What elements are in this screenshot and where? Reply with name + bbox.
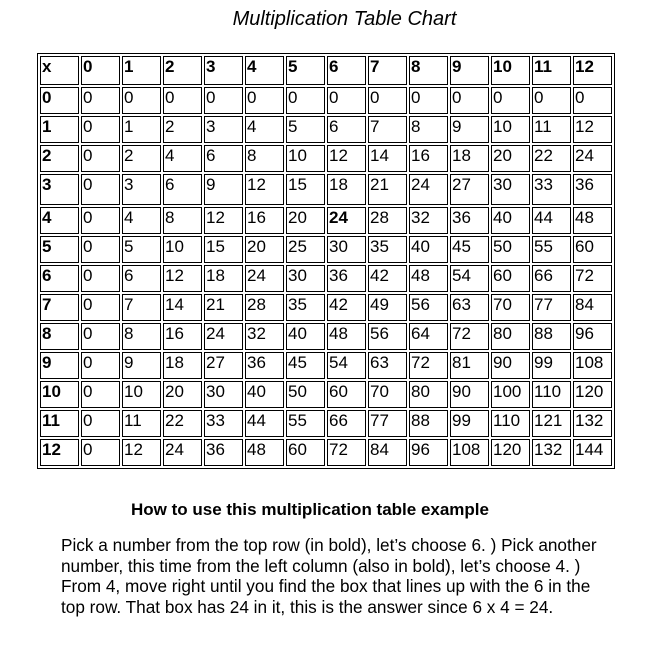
column-header-cell: 5 xyxy=(286,56,325,85)
table-cell: 35 xyxy=(286,294,325,321)
table-cell: 54 xyxy=(327,352,366,379)
table-cell: 10 xyxy=(122,381,161,408)
table-cell: 28 xyxy=(368,207,407,234)
table-cell: 15 xyxy=(286,174,325,205)
table-cell: 0 xyxy=(532,87,571,114)
table-cell: 99 xyxy=(450,410,489,437)
table-cell: 96 xyxy=(573,323,612,350)
table-cell: 4 xyxy=(122,207,161,234)
row-header-cell: 10 xyxy=(40,381,79,408)
table-cell: 0 xyxy=(81,174,120,205)
table-row xyxy=(40,410,612,437)
table-cell: 0 xyxy=(81,410,120,437)
table-cell: 33 xyxy=(532,174,571,205)
corner-cell: x xyxy=(40,56,79,85)
table-cell: 27 xyxy=(450,174,489,205)
table-cell: 18 xyxy=(163,352,202,379)
table-cell: 8 xyxy=(122,323,161,350)
table-cell: 0 xyxy=(81,207,120,234)
table-cell: 40 xyxy=(491,207,530,234)
table-cell: 0 xyxy=(81,116,120,143)
table-cell: 22 xyxy=(532,145,571,172)
table-cell: 2 xyxy=(122,145,161,172)
table-row xyxy=(40,381,612,408)
column-header-cell: 3 xyxy=(204,56,243,85)
howto-heading: How to use this multiplication table example xyxy=(130,500,489,519)
table-cell: 36 xyxy=(450,207,489,234)
table-row xyxy=(40,265,612,292)
table-cell: 24 xyxy=(204,323,243,350)
table-cell: 0 xyxy=(491,87,530,114)
table-cell: 60 xyxy=(491,265,530,292)
table-cell: 8 xyxy=(409,116,448,143)
column-header-cell: 12 xyxy=(573,56,612,85)
table-cell: 48 xyxy=(409,265,448,292)
table-cell: 132 xyxy=(573,410,612,437)
table-cell: 80 xyxy=(491,323,530,350)
table-cell: 0 xyxy=(163,87,202,114)
table-cell: 84 xyxy=(573,294,612,321)
table-cell: 12 xyxy=(163,265,202,292)
table-cell: 36 xyxy=(327,265,366,292)
table-cell: 54 xyxy=(450,265,489,292)
row-header-cell: 6 xyxy=(40,265,79,292)
table-cell: 6 xyxy=(327,116,366,143)
table-cell: 7 xyxy=(122,294,161,321)
table-cell: 72 xyxy=(409,352,448,379)
table-cell: 5 xyxy=(286,116,325,143)
table-cell: 11 xyxy=(532,116,571,143)
table-cell: 63 xyxy=(450,294,489,321)
row-header-cell: 7 xyxy=(40,294,79,321)
table-cell: 9 xyxy=(122,352,161,379)
table-cell: 6 xyxy=(122,265,161,292)
table-cell: 24 xyxy=(409,174,448,205)
column-header-cell: 0 xyxy=(81,56,120,85)
table-cell: 10 xyxy=(163,236,202,263)
table-cell: 99 xyxy=(532,352,571,379)
row-header-cell: 9 xyxy=(40,352,79,379)
table-cell: 108 xyxy=(450,439,489,466)
table-cell: 0 xyxy=(81,294,120,321)
table-cell: 110 xyxy=(491,410,530,437)
column-header-cell: 11 xyxy=(532,56,571,85)
table-cell: 72 xyxy=(573,265,612,292)
column-header-cell: 9 xyxy=(450,56,489,85)
table-cell: 0 xyxy=(81,439,120,466)
table-cell: 48 xyxy=(327,323,366,350)
table-cell: 0 xyxy=(450,87,489,114)
table-cell: 0 xyxy=(81,265,120,292)
table-cell: 55 xyxy=(532,236,571,263)
table-cell: 0 xyxy=(286,87,325,114)
multiplication-table xyxy=(37,53,615,469)
table-cell: 24 xyxy=(163,439,202,466)
table-cell: 33 xyxy=(204,410,243,437)
table-cell: 72 xyxy=(450,323,489,350)
table-cell: 21 xyxy=(204,294,243,321)
table-cell: 90 xyxy=(450,381,489,408)
table-cell: 0 xyxy=(81,236,120,263)
table-cell: 21 xyxy=(368,174,407,205)
table-cell: 8 xyxy=(245,145,284,172)
table-cell: 96 xyxy=(409,439,448,466)
table-cell: 20 xyxy=(245,236,284,263)
table-cell: 36 xyxy=(573,174,612,205)
table-cell: 16 xyxy=(409,145,448,172)
table-cell: 30 xyxy=(286,265,325,292)
table-cell: 60 xyxy=(286,439,325,466)
table-cell: 108 xyxy=(573,352,612,379)
table-cell: 36 xyxy=(245,352,284,379)
table-cell: 60 xyxy=(327,381,366,408)
table-cell: 32 xyxy=(245,323,284,350)
table-cell: 20 xyxy=(163,381,202,408)
table-cell: 42 xyxy=(327,294,366,321)
table-cell: 50 xyxy=(491,236,530,263)
table-cell: 18 xyxy=(450,145,489,172)
table-cell: 80 xyxy=(409,381,448,408)
table-cell: 49 xyxy=(368,294,407,321)
table-cell: 44 xyxy=(532,207,571,234)
table-cell: 12 xyxy=(204,207,243,234)
table-cell: 77 xyxy=(532,294,571,321)
table-cell: 20 xyxy=(491,145,530,172)
column-header-cell: 4 xyxy=(245,56,284,85)
table-cell: 12 xyxy=(573,116,612,143)
table-cell: 77 xyxy=(368,410,407,437)
table-cell: 25 xyxy=(286,236,325,263)
table-cell: 3 xyxy=(204,116,243,143)
table-cell: 132 xyxy=(532,439,571,466)
table-cell: 0 xyxy=(81,145,120,172)
table-cell: 22 xyxy=(163,410,202,437)
table-row xyxy=(40,294,612,321)
table-cell: 18 xyxy=(327,174,366,205)
row-header-cell: 1 xyxy=(40,116,79,143)
table-cell: 30 xyxy=(327,236,366,263)
table-cell: 10 xyxy=(286,145,325,172)
table-cell: 50 xyxy=(286,381,325,408)
page-title: Multiplication Table Chart xyxy=(232,8,457,30)
column-header-cell: 8 xyxy=(409,56,448,85)
table-cell: 6 xyxy=(204,145,243,172)
table-cell: 70 xyxy=(368,381,407,408)
table-cell: 4 xyxy=(245,116,284,143)
table-cell: 70 xyxy=(491,294,530,321)
table-cell: 32 xyxy=(409,207,448,234)
table-cell: 48 xyxy=(573,207,612,234)
row-header-cell: 8 xyxy=(40,323,79,350)
table-cell: 24 xyxy=(245,265,284,292)
table-cell: 12 xyxy=(327,145,366,172)
table-cell: 18 xyxy=(204,265,243,292)
table-cell: 0 xyxy=(122,87,161,114)
table-row xyxy=(40,236,612,263)
table-cell: 35 xyxy=(368,236,407,263)
table-cell: 7 xyxy=(368,116,407,143)
table-cell: 9 xyxy=(204,174,243,205)
table-cell: 45 xyxy=(286,352,325,379)
table-cell: 66 xyxy=(327,410,366,437)
table-cell: 40 xyxy=(286,323,325,350)
table-cell: 0 xyxy=(81,87,120,114)
table-cell: 40 xyxy=(409,236,448,263)
column-header-cell: 10 xyxy=(491,56,530,85)
column-header-cell: 1 xyxy=(122,56,161,85)
table-cell: 27 xyxy=(204,352,243,379)
multiplication-table-body xyxy=(40,56,612,466)
column-header-cell: 2 xyxy=(163,56,202,85)
table-cell: 11 xyxy=(122,410,161,437)
row-header-cell: 4 xyxy=(40,207,79,234)
row-header-cell: 0 xyxy=(40,87,79,114)
table-cell: 63 xyxy=(368,352,407,379)
row-header-cell: 3 xyxy=(40,174,79,205)
table-cell: 10 xyxy=(491,116,530,143)
table-cell: 9 xyxy=(450,116,489,143)
table-cell: 0 xyxy=(81,352,120,379)
table-cell: 30 xyxy=(204,381,243,408)
table-cell: 28 xyxy=(245,294,284,321)
table-row xyxy=(40,439,612,466)
table-row xyxy=(40,87,612,114)
table-row xyxy=(40,116,612,143)
table-cell: 64 xyxy=(409,323,448,350)
highlighted-answer-cell: 24 xyxy=(327,207,366,234)
table-cell: 14 xyxy=(163,294,202,321)
table-cell: 0 xyxy=(327,87,366,114)
table-cell: 90 xyxy=(491,352,530,379)
table-cell: 121 xyxy=(532,410,571,437)
table-cell: 0 xyxy=(409,87,448,114)
table-cell: 88 xyxy=(409,410,448,437)
row-header-cell: 11 xyxy=(40,410,79,437)
table-header-row xyxy=(40,56,612,85)
table-cell: 81 xyxy=(450,352,489,379)
table-cell: 56 xyxy=(368,323,407,350)
howto-paragraph: Pick a number from the top row (in bold), let’s choose 6. ) Pick another number, this time from the left column (also in bold), let’s choose 4. ) From 4, move right until you find the box that lines up with the 6 in the top row. That box has 24 in it, this is the answer since 6 x 4 = 24. xyxy=(61,535,597,617)
table-cell: 16 xyxy=(163,323,202,350)
table-cell: 120 xyxy=(573,381,612,408)
row-header-cell: 2 xyxy=(40,145,79,172)
table-cell: 44 xyxy=(245,410,284,437)
table-cell: 42 xyxy=(368,265,407,292)
table-cell: 66 xyxy=(532,265,571,292)
table-cell: 0 xyxy=(81,381,120,408)
table-cell: 5 xyxy=(122,236,161,263)
table-cell: 12 xyxy=(122,439,161,466)
table-cell: 15 xyxy=(204,236,243,263)
table-cell: 2 xyxy=(163,116,202,143)
row-header-cell: 5 xyxy=(40,236,79,263)
table-row xyxy=(40,323,612,350)
table-cell: 88 xyxy=(532,323,571,350)
table-cell: 6 xyxy=(163,174,202,205)
table-cell: 1 xyxy=(122,116,161,143)
table-cell: 16 xyxy=(245,207,284,234)
table-cell: 8 xyxy=(163,207,202,234)
column-header-cell: 7 xyxy=(368,56,407,85)
table-cell: 0 xyxy=(245,87,284,114)
table-cell: 24 xyxy=(573,145,612,172)
table-cell: 120 xyxy=(491,439,530,466)
table-cell: 55 xyxy=(286,410,325,437)
table-row xyxy=(40,352,612,379)
table-cell: 3 xyxy=(122,174,161,205)
table-cell: 84 xyxy=(368,439,407,466)
table-cell: 0 xyxy=(81,323,120,350)
table-cell: 72 xyxy=(327,439,366,466)
column-header-cell: 6 xyxy=(327,56,366,85)
table-cell: 45 xyxy=(450,236,489,263)
row-header-cell: 12 xyxy=(40,439,79,466)
table-cell: 0 xyxy=(368,87,407,114)
table-cell: 60 xyxy=(573,236,612,263)
table-row xyxy=(40,174,612,205)
table-cell: 48 xyxy=(245,439,284,466)
table-cell: 36 xyxy=(204,439,243,466)
table-row xyxy=(40,145,612,172)
table-cell: 110 xyxy=(532,381,571,408)
table-cell: 4 xyxy=(163,145,202,172)
table-cell: 20 xyxy=(286,207,325,234)
table-cell: 56 xyxy=(409,294,448,321)
table-cell: 30 xyxy=(491,174,530,205)
table-cell: 14 xyxy=(368,145,407,172)
table-cell: 12 xyxy=(245,174,284,205)
table-cell: 144 xyxy=(573,439,612,466)
table-cell: 40 xyxy=(245,381,284,408)
table-row xyxy=(40,207,612,234)
table-cell: 100 xyxy=(491,381,530,408)
table-cell: 0 xyxy=(573,87,612,114)
table-cell: 0 xyxy=(204,87,243,114)
